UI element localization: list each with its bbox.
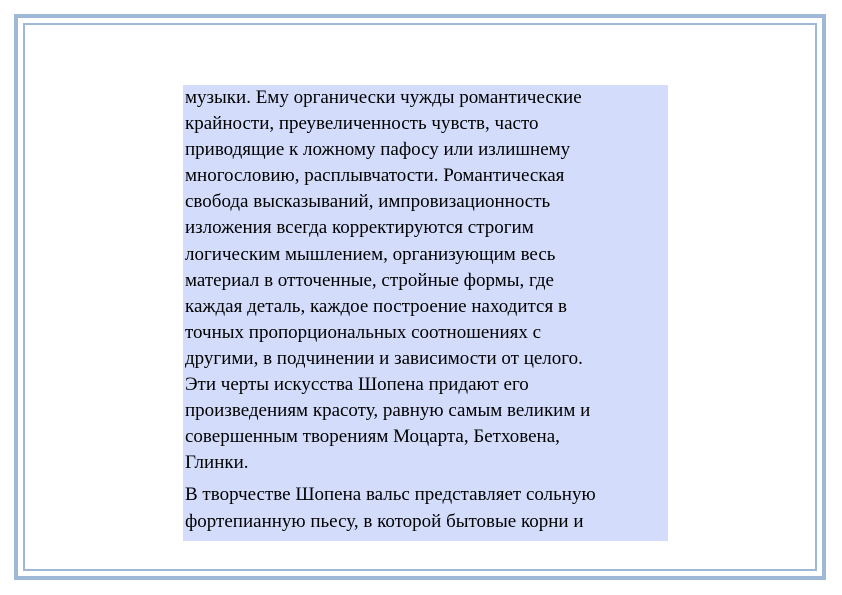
- text-line: изложения всегда корректируются строгим: [185, 217, 534, 239]
- text-line: совершенным творениям Моцарта, Бетховена,: [185, 426, 560, 448]
- text-line: материал в отточенные, стройные формы, где: [185, 269, 554, 291]
- text-line: В творчестве Шопена вальс представляет сольную: [185, 484, 596, 506]
- paragraph-2: [185, 482, 668, 534]
- text-line: другими, в подчинении и зависимости от целого.: [185, 347, 583, 369]
- text-line: точных пропорциональных соотношениях с: [185, 321, 542, 343]
- text-line: Глинки.: [185, 452, 249, 474]
- text-line: свобода высказываний, импровизационность: [185, 191, 551, 213]
- text-line: Эти черты искусства Шопена придают его: [185, 374, 529, 396]
- text-line: крайности, преувеличенность чувств, часто: [185, 113, 539, 135]
- text-line: музыки. Ему органически чужды романтические: [185, 87, 582, 108]
- paragraph-1: [185, 85, 668, 476]
- text-line: каждая деталь, каждое построение находится в: [185, 295, 567, 317]
- text-line: приводящие к ложному пафосу или излишнему: [185, 139, 571, 161]
- text-line: произведениям красоту, равную самым великим и: [185, 400, 591, 422]
- text-line: многословию, расплывчатости. Романтическая: [185, 165, 565, 187]
- text-block: [183, 85, 668, 541]
- text-line: фортепианную пьесу, в которой бытовые корни и: [185, 510, 584, 532]
- text-line: логическим мышлением, организующим весь: [185, 243, 556, 265]
